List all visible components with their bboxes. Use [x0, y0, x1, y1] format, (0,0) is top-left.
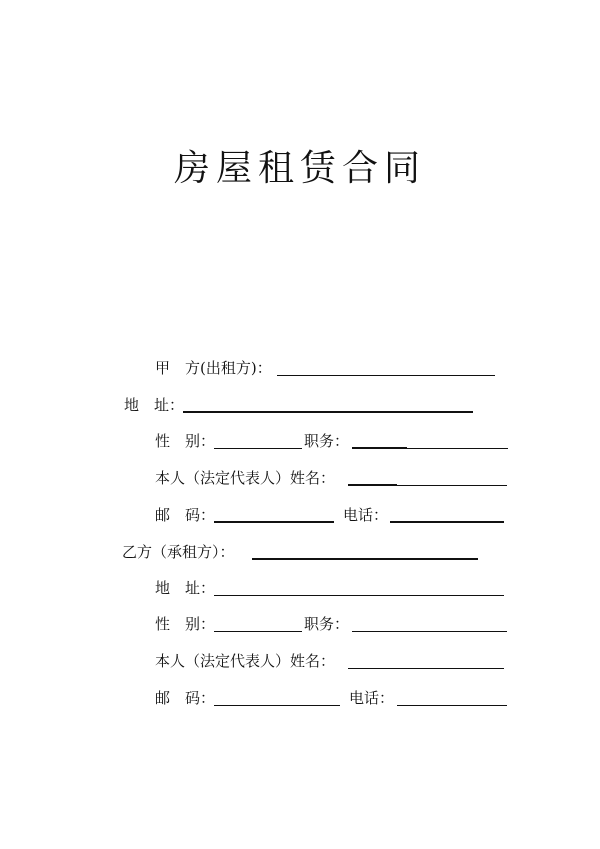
party-b-address-label: 地 址：	[155, 579, 216, 597]
party-a-name-field[interactable]	[277, 375, 495, 376]
party-a-gender-field[interactable]	[214, 448, 302, 449]
party-a-gender-row	[0, 431, 600, 453]
party-b-gender-field[interactable]	[214, 631, 302, 632]
party-a-representative-label: 本人（法定代表人）姓名：	[155, 469, 336, 487]
party-a-heading-label: 甲 方(出租方)：	[155, 359, 272, 377]
party-a-postcode-field[interactable]	[214, 521, 334, 523]
party-a-phone-field[interactable]	[390, 521, 504, 523]
party-a-representative-field[interactable]	[397, 485, 507, 486]
party-a-representative-field-short[interactable]	[348, 484, 397, 486]
party-a-gender-label: 性 别：	[155, 432, 216, 450]
party-a-position-field[interactable]	[407, 448, 508, 449]
party-b-heading-label: 乙方（承租方）：	[122, 543, 235, 561]
party-a-postcode-label: 邮 码：	[155, 506, 216, 524]
party-a-representative-row	[0, 468, 600, 490]
party-b-phone-field[interactable]	[397, 705, 507, 706]
party-a-position-field-short[interactable]	[352, 447, 407, 449]
party-b-address-row	[0, 578, 600, 600]
party-b-representative-field[interactable]	[348, 668, 504, 669]
party-a-address-row	[0, 395, 600, 417]
party-b-address-field[interactable]	[214, 595, 504, 596]
party-b-postcode-label: 邮 码：	[155, 689, 216, 707]
party-a-phone-label: 电话：	[343, 506, 389, 524]
party-b-position-field[interactable]	[352, 631, 507, 632]
party-b-gender-row	[0, 614, 600, 636]
party-a-heading-row	[0, 358, 600, 380]
party-a-contact-row	[0, 505, 600, 527]
party-b-representative-label: 本人（法定代表人）姓名：	[155, 652, 336, 670]
party-b-heading-row	[0, 542, 600, 564]
party-b-gender-label: 性 别：	[155, 615, 216, 633]
party-b-position-label: 职务：	[304, 615, 350, 633]
party-a-address-field[interactable]	[183, 411, 473, 413]
party-b-contact-row	[0, 688, 600, 710]
party-b-name-field[interactable]	[252, 558, 478, 560]
party-b-postcode-field[interactable]	[214, 705, 340, 706]
party-a-address-label: 地 址：	[124, 396, 185, 414]
document-title: 房屋租赁合同	[173, 148, 426, 189]
party-b-representative-row	[0, 651, 600, 673]
party-a-position-label: 职务：	[304, 432, 350, 450]
party-b-phone-label: 电话：	[349, 689, 395, 707]
